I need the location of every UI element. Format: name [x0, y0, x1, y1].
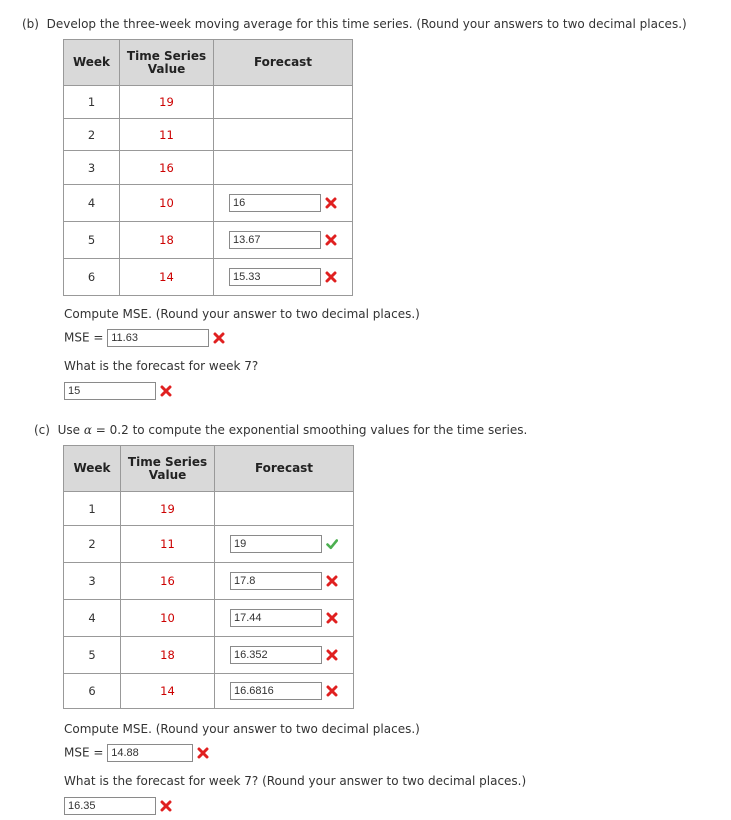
- incorrect-x-icon: [326, 649, 338, 661]
- alpha-symbol: α: [83, 423, 92, 437]
- forecast-input[interactable]: 16.6816: [230, 682, 322, 700]
- value-cell: 18: [121, 637, 215, 674]
- incorrect-x-icon: [197, 747, 209, 759]
- time-series-value-header: Time Series Value: [121, 446, 215, 492]
- table-row: [64, 151, 353, 185]
- part-b-label: (b): [22, 17, 39, 31]
- incorrect-x-icon: [325, 197, 337, 209]
- part-c-instruction-post: = 0.2 to compute the exponential smoothing values for the time series.: [95, 423, 528, 437]
- time-series-value-header: Time Series Value: [120, 40, 214, 86]
- week-cell: 5: [64, 637, 121, 674]
- mse-input[interactable]: 14.88: [107, 744, 193, 762]
- part-c-instruction-pre: Use: [57, 423, 81, 437]
- forecast-cell: [215, 600, 354, 637]
- week-cell: 6: [64, 259, 120, 296]
- week-cell: 5: [64, 222, 120, 259]
- table-row: [64, 674, 354, 709]
- table-row: [64, 563, 354, 600]
- week-cell: 3: [64, 151, 120, 185]
- forecast-cell: [214, 222, 353, 259]
- table-row: [64, 185, 353, 222]
- incorrect-x-icon: [325, 234, 337, 246]
- table-row: [64, 492, 354, 526]
- forecast-input[interactable]: 16: [229, 194, 321, 212]
- table-row: [64, 222, 353, 259]
- week-header: Week: [64, 446, 121, 492]
- forecast-cell-empty: [215, 492, 354, 526]
- forecast-input[interactable]: 17.8: [230, 572, 322, 590]
- value-cell: 11: [120, 119, 214, 151]
- forecast-header: Forecast: [214, 40, 353, 86]
- value-cell: 16: [120, 151, 214, 185]
- table-header-row: [64, 446, 354, 492]
- week-cell: 2: [64, 119, 120, 151]
- table-row: [64, 637, 354, 674]
- table-row: [64, 600, 354, 637]
- forecast-cell: [215, 526, 354, 563]
- value-cell: 14: [120, 259, 214, 296]
- incorrect-x-icon: [326, 612, 338, 624]
- forecast-cell-empty: [214, 86, 353, 119]
- mse-label: MSE =: [64, 330, 104, 345]
- incorrect-x-icon: [326, 575, 338, 587]
- value-cell: 10: [120, 185, 214, 222]
- week-cell: 3: [64, 563, 121, 600]
- part-b-week7-prompt: What is the forecast for week 7?: [64, 359, 259, 373]
- incorrect-x-icon: [213, 332, 225, 344]
- value-cell: 14: [121, 674, 215, 709]
- week7-forecast-input[interactable]: 16.35: [64, 797, 156, 815]
- table-row: [64, 86, 353, 119]
- forecast-input[interactable]: 16.352: [230, 646, 322, 664]
- week-cell: 1: [64, 86, 120, 119]
- incorrect-x-icon: [326, 685, 338, 697]
- table-row: [64, 259, 353, 296]
- week-cell: 2: [64, 526, 121, 563]
- week-cell: 4: [64, 600, 121, 637]
- part-b-week7-row: [64, 382, 172, 400]
- forecast-input[interactable]: 15.33: [229, 268, 321, 286]
- forecast-input[interactable]: 17.44: [230, 609, 322, 627]
- forecast-input[interactable]: 13.67: [229, 231, 321, 249]
- week7-forecast-input[interactable]: 15: [64, 382, 156, 400]
- value-cell: 18: [120, 222, 214, 259]
- forecast-input[interactable]: 19: [230, 535, 322, 553]
- part-c-instruction-line: [34, 422, 527, 438]
- value-cell: 11: [121, 526, 215, 563]
- forecast-cell-empty: [214, 151, 353, 185]
- table-row: [64, 119, 353, 151]
- part-b-mse-prompt: Compute MSE. (Round your answer to two decimal places.): [64, 307, 420, 321]
- incorrect-x-icon: [160, 385, 172, 397]
- table-row: [64, 526, 354, 563]
- week-cell: 6: [64, 674, 121, 709]
- part-c-label: (c): [34, 423, 50, 437]
- table-header-row: [64, 40, 353, 86]
- exponential-smoothing-table: [63, 445, 354, 709]
- part-c-mse-row: [64, 744, 209, 762]
- correct-check-icon: [326, 538, 338, 550]
- forecast-cell: [215, 637, 354, 674]
- week-cell: 4: [64, 185, 120, 222]
- week-cell: 1: [64, 492, 121, 526]
- part-c-week7-prompt: What is the forecast for week 7? (Round your answer to two decimal places.): [64, 774, 527, 788]
- part-b-instruction: Develop the three-week moving average for this time series. (Round your answers to two decimal places.): [46, 17, 687, 31]
- week-header: Week: [64, 40, 120, 86]
- part-c-mse-prompt: Compute MSE. (Round your answer to two decimal places.): [64, 722, 420, 736]
- part-c-week7-row: [64, 797, 172, 815]
- part-b-mse-row: [64, 329, 225, 347]
- incorrect-x-icon: [160, 800, 172, 812]
- forecast-cell: [215, 563, 354, 600]
- forecast-header: Forecast: [215, 446, 354, 492]
- forecast-cell-empty: [214, 119, 353, 151]
- forecast-cell: [215, 674, 354, 709]
- forecast-cell: [214, 185, 353, 222]
- value-cell: 10: [121, 600, 215, 637]
- mse-input[interactable]: 11.63: [107, 329, 209, 347]
- moving-average-table: [63, 39, 353, 296]
- value-cell: 16: [121, 563, 215, 600]
- part-b-instruction-line: [22, 16, 687, 32]
- incorrect-x-icon: [325, 271, 337, 283]
- forecast-cell: [214, 259, 353, 296]
- value-cell: 19: [120, 86, 214, 119]
- mse-label: MSE =: [64, 745, 104, 760]
- value-cell: 19: [121, 492, 215, 526]
